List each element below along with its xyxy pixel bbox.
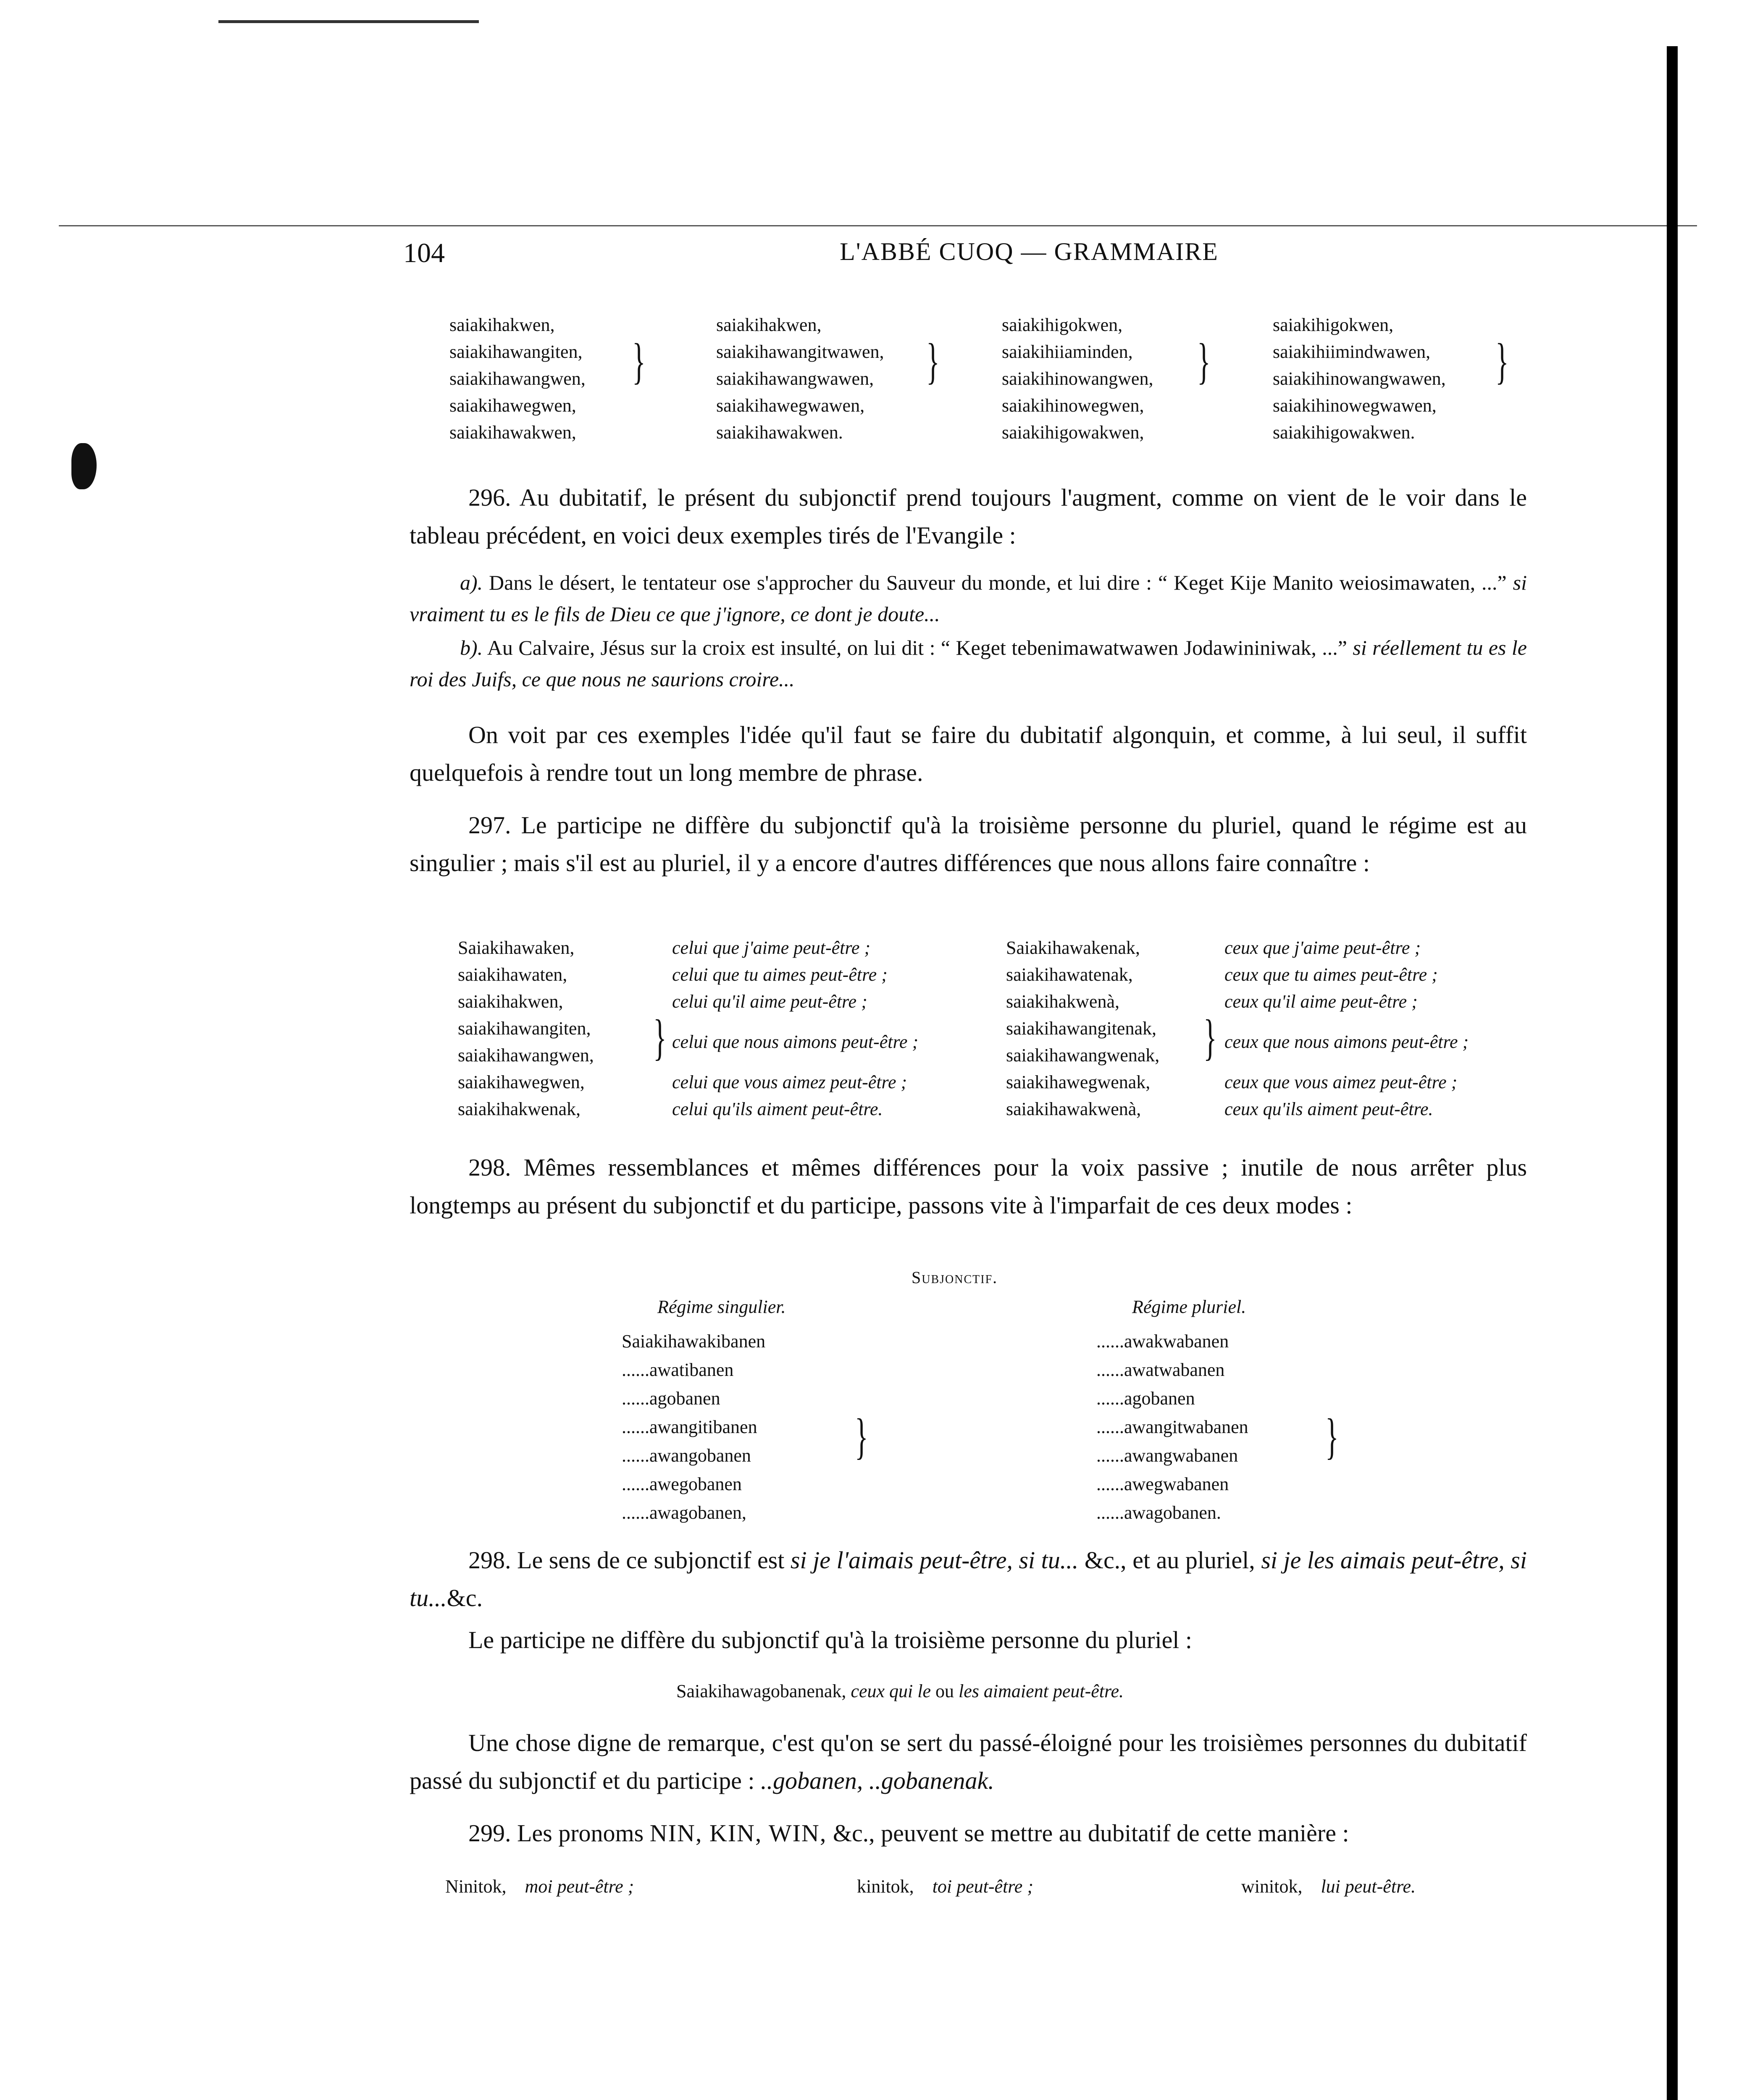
table-cell: celui qu'ils aiment peut-être. <box>672 1099 883 1119</box>
table1-col1 <box>449 312 586 446</box>
example-text: Dans le désert, le tentateur ose s'approcher du Sauveur du monde, et lui dire : “ Keget Kije Manito weiosimawaten, ...” <box>489 571 1507 594</box>
table-cell: saiakihawatenak, <box>1006 964 1133 985</box>
pronoun-gloss: lui peut-être. <box>1321 1876 1416 1897</box>
brace: } <box>1495 333 1509 389</box>
pronoun-gloss: toi peut-être ; <box>932 1876 1033 1897</box>
table-cell: saiakihawegwen, <box>458 1072 585 1092</box>
table-cell: ......awangitibanen <box>622 1417 757 1437</box>
table-cell: saiakihawangwen, <box>458 1045 594 1066</box>
table-cell: ceux qu'il aime peut-être ; <box>1224 991 1418 1012</box>
table-cell: saiakihawegwen, <box>449 395 576 416</box>
paragraph-number: 298. <box>468 1154 511 1181</box>
page-header <box>403 237 1655 275</box>
table2-pl-forms <box>1006 934 1159 1123</box>
table-cell: saiakihawakwen. <box>716 422 843 443</box>
table3-sg-forms <box>622 1327 765 1527</box>
table-cell: saiakihawangwawen, <box>716 368 874 389</box>
paragraph-text: Une chose digne de remarque, c'est qu'on se sert du passé-éloigné pour les troisièmes personnes du dubitatif passé du subjonctif et du participe : <box>410 1729 1527 1794</box>
paragraph-text: Le participe ne diffère du subjonctif qu'à la troisième personne du pluriel : <box>468 1626 1193 1654</box>
example-gloss: les aimaient peut-être. <box>958 1681 1124 1701</box>
paragraph-text: Mêmes ressemblances et mêmes différences pour la voix passive ; inutile de nous arrêter plus longtemps au présent du subjonctif et du participe, passons vite à l'imparfait de ces deux modes : <box>410 1154 1527 1219</box>
brace: } <box>653 1009 667 1065</box>
paragraph-text: &c., et au pluriel, <box>1084 1546 1255 1574</box>
table-cell: ceux que nous aimons peut-être ; <box>1224 1032 1469 1052</box>
table-cell: saiakihawangwenak, <box>1006 1045 1160 1066</box>
table-cell: celui qu'il aime peut-être ; <box>672 991 867 1012</box>
table-cell: saiakihigowakwen. <box>1273 422 1415 443</box>
paragraph-participe <box>410 1621 1527 1659</box>
table-cell: Saiakihawaken, <box>458 937 575 958</box>
table-cell: saiakihigokwen, <box>1273 315 1394 335</box>
paragraph-text: Les pronoms <box>517 1819 644 1847</box>
paragraph-number: 296. <box>468 484 511 511</box>
table-cell: saiakihiimindwawen, <box>1273 341 1431 362</box>
table-cell: ceux que tu aimes peut-être ; <box>1224 964 1438 985</box>
pronoun-form: kinitok, <box>857 1876 914 1897</box>
table1-col3 <box>1002 312 1153 446</box>
paragraph-299 <box>410 1814 1527 1852</box>
table-cell: ......awangobanen <box>622 1445 751 1466</box>
pronoun-gloss: moi peut-être ; <box>525 1876 634 1897</box>
table2-sg-gloss <box>672 934 918 1123</box>
paragraph-text: Au dubitatif, le présent du subjonctif prend toujours l'augment, comme on vient de le voir dans le tableau précédent, en voici deux exemples tirés de l'Evangile : <box>410 484 1527 549</box>
table-cell: saiakihinowangwawen, <box>1273 368 1446 389</box>
italic-forms: ..gobanen, ..gobanenak. <box>760 1767 994 1794</box>
binding-edge <box>1667 46 1678 2100</box>
table-cell: ......awakwabanen <box>1096 1331 1229 1352</box>
table-cell: saiakihakwen, <box>716 315 822 335</box>
table-cell: saiakihawangitenak, <box>1006 1018 1156 1039</box>
table-cell: ......awatwabanen <box>1096 1360 1225 1380</box>
table-cell: Saiakihawakibanen <box>622 1331 766 1352</box>
participle-example <box>676 1678 1124 1705</box>
top-edge-rule <box>218 20 479 23</box>
ink-blot <box>71 443 97 489</box>
table-cell: saiakihakwenà, <box>1006 991 1119 1012</box>
paragraph-number: 297. <box>468 811 511 839</box>
table-cell: saiakihawangiten, <box>458 1018 591 1039</box>
table-cell: saiakihawangitwawen, <box>716 341 884 362</box>
running-head: L'ABBÉ CUOQ — GRAMMAIRE <box>840 238 1219 265</box>
paragraph-297 <box>410 806 1527 882</box>
table1-col4 <box>1273 312 1446 446</box>
table-cell: saiakihawegwenak, <box>1006 1072 1151 1092</box>
paragraph-une-chose <box>410 1724 1527 1800</box>
table-cell: saiakihawakwenà, <box>1006 1099 1141 1119</box>
table-cell: Saiakihawakenak, <box>1006 937 1140 958</box>
paragraph-number: 299. <box>468 1819 511 1847</box>
brace: } <box>632 333 646 389</box>
table-cell: saiakihinowangwen, <box>1002 368 1153 389</box>
example-text: Au Calvaire, Jésus sur la croix est insulté, on lui dit : “ Keget tebenimawatwawen Jodawininiwak, ...” <box>487 636 1347 659</box>
brace: } <box>855 1408 868 1464</box>
table-cell: ......awatibanen <box>622 1360 734 1380</box>
table-cell: saiakihinowegwen, <box>1002 395 1144 416</box>
table-cell: saiakihakwenak, <box>458 1099 581 1119</box>
brace: } <box>1197 333 1211 389</box>
table-cell: saiakihigokwen, <box>1002 315 1123 335</box>
example-form: Saiakihawagobanenak, <box>676 1681 846 1701</box>
brace: } <box>1203 1009 1217 1065</box>
header-rule <box>59 225 1697 226</box>
paragraph-298-sens <box>410 1541 1527 1617</box>
table-cell: saiakihawangwen, <box>449 368 586 389</box>
pronoun-list: NIN, KIN, WIN, <box>649 1819 827 1847</box>
table1-col2 <box>716 312 884 446</box>
paragraph-298 <box>410 1149 1527 1224</box>
table-heading: Subjonctif. <box>912 1268 998 1287</box>
example-ou: ou <box>935 1681 954 1701</box>
table-cell: saiakihiiaminden, <box>1002 341 1133 362</box>
paragraph-296 <box>410 479 1527 554</box>
italic-gloss: si je l'aimais peut-être, si tu... <box>790 1546 1079 1574</box>
table-cell: celui que tu aimes peut-être ; <box>672 964 888 985</box>
paragraph-text: Le participe ne diffère du subjonctif qu'à la troisième personne du pluriel, quand le régime est au singulier ; mais s'il est au pluriel, il y a encore d'autres différences que nous allons faire connaître : <box>410 811 1527 877</box>
column-heading-singular: Régime singulier. <box>657 1297 786 1317</box>
table-cell: saiakihawakwen, <box>449 422 576 443</box>
table-cell: celui que nous aimons peut-être ; <box>672 1032 919 1052</box>
table-cell: saiakihakwen, <box>458 991 563 1012</box>
example-gloss: ceux qui le <box>851 1681 931 1701</box>
pronoun-form: winitok, <box>1241 1876 1303 1897</box>
table-cell: ......awangitwabanen <box>1096 1417 1248 1437</box>
paragraph-number: 298. <box>468 1546 511 1574</box>
paragraph-on-voit <box>410 716 1527 792</box>
table-cell: saiakihawangiten, <box>449 341 583 362</box>
example-gloss: si vraiment tu es le fils de Dieu ce que j'ignore, ce dont je doute... <box>410 571 1527 626</box>
example-a <box>410 567 1527 630</box>
table-cell: ......awegwabanen <box>1096 1474 1229 1494</box>
table-cell: ceux que j'aime peut-être ; <box>1224 937 1421 958</box>
example-b <box>410 632 1527 695</box>
table-cell: saiakihawaten, <box>458 964 567 985</box>
example-gloss: si réellement tu es le roi des Juifs, ce que nous ne saurions croire... <box>410 636 1527 691</box>
table3-pl-forms <box>1096 1327 1248 1527</box>
table-cell: saiakihigowakwen, <box>1002 422 1144 443</box>
pronoun-item <box>445 1873 634 1900</box>
brace: } <box>1325 1408 1339 1464</box>
column-heading-plural: Régime pluriel. <box>1132 1297 1246 1317</box>
example-label: a). <box>460 571 483 594</box>
paragraph-text: Le sens de ce subjonctif est <box>517 1546 785 1574</box>
paragraph-text: &c. <box>447 1584 483 1612</box>
table-cell: saiakihawegwawen, <box>716 395 865 416</box>
table-cell: ceux que vous aimez peut-être ; <box>1224 1072 1458 1092</box>
table-cell: saiakihakwen, <box>449 315 555 335</box>
pronoun-item <box>1241 1873 1416 1900</box>
table-cell: celui que vous aimez peut-être ; <box>672 1072 907 1092</box>
italic-gloss: si je les aimais peut-être, si tu... <box>410 1546 1527 1612</box>
table-cell: ......awangwabanen <box>1096 1445 1238 1466</box>
table-cell: ......awagobanen, <box>622 1502 746 1523</box>
example-label: b). <box>460 636 483 659</box>
table-cell: ......agobanen <box>1096 1388 1195 1409</box>
table2-pl-gloss <box>1224 934 1469 1123</box>
page-number: 104 <box>403 238 445 268</box>
pronoun-form: Ninitok, <box>445 1876 507 1897</box>
paragraph-text: On voit par ces exemples l'idée qu'il faut se faire du dubitatif algonquin, et comme, à lui seul, il suffit quelquefois à rendre tout un long membre de phrase. <box>410 721 1527 786</box>
table-cell: ......agobanen <box>622 1388 720 1409</box>
table-cell: ......awagobanen. <box>1096 1502 1221 1523</box>
paragraph-text: &c., peuvent se mettre au dubitatif de cette manière : <box>833 1819 1349 1847</box>
table2-sg-forms <box>458 934 594 1123</box>
table-cell: saiakihinowegwawen, <box>1273 395 1437 416</box>
table-cell: celui que j'aime peut-être ; <box>672 937 871 958</box>
table-cell: ceux qu'ils aiment peut-être. <box>1224 1099 1433 1119</box>
pronoun-item <box>857 1873 1033 1900</box>
table-cell: ......awegobanen <box>622 1474 742 1494</box>
brace: } <box>926 333 940 389</box>
